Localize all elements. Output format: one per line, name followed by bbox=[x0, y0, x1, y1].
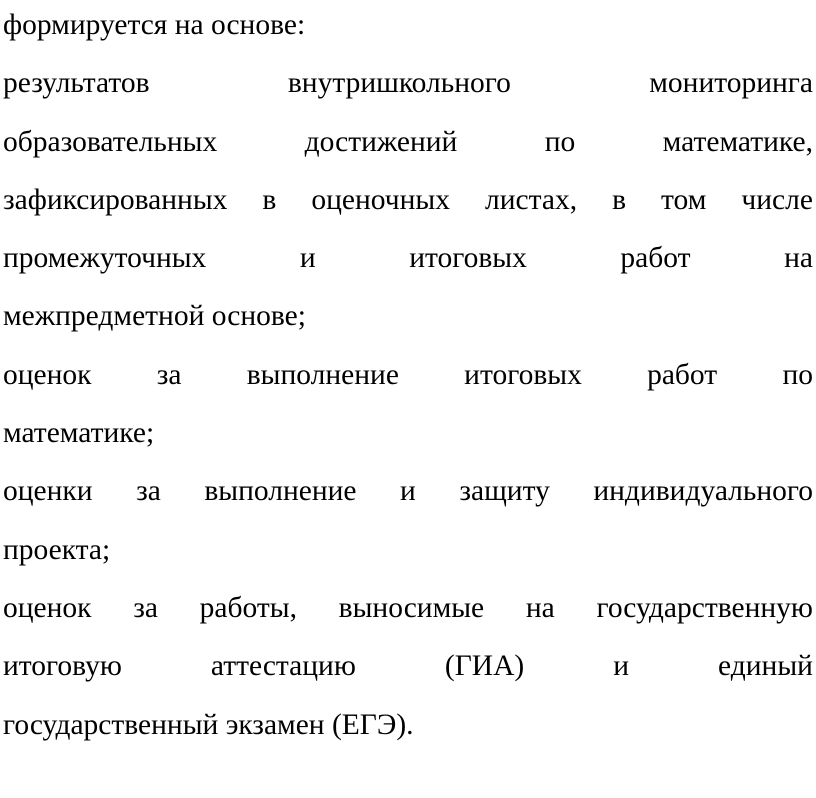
word: защиту bbox=[459, 475, 550, 508]
word: оценок bbox=[3, 591, 92, 624]
word: в bbox=[612, 183, 627, 216]
word: (ГИА) bbox=[444, 650, 525, 683]
word: работ bbox=[647, 358, 718, 391]
text-line bbox=[3, 117, 813, 175]
word: итоговых bbox=[409, 242, 527, 275]
text-line bbox=[3, 583, 813, 641]
word: выполнение bbox=[204, 475, 357, 508]
word: выносимые bbox=[338, 591, 485, 624]
word: листах, bbox=[485, 183, 578, 216]
text-line: межпредметной основе; bbox=[3, 300, 306, 333]
word: по bbox=[544, 125, 576, 158]
word: выполнение bbox=[246, 358, 399, 391]
text-line bbox=[3, 175, 813, 233]
text-line: государственный экзамен (ЕГЭ). bbox=[3, 708, 414, 741]
word: работ bbox=[620, 242, 691, 275]
word: за bbox=[136, 475, 161, 508]
text-line bbox=[3, 58, 813, 116]
text-line bbox=[3, 466, 813, 524]
word: индивидуального bbox=[593, 475, 813, 508]
word: числе bbox=[741, 183, 813, 216]
word: за bbox=[156, 358, 182, 391]
word: государственную bbox=[596, 591, 813, 624]
text-line bbox=[3, 641, 813, 699]
text-line bbox=[3, 233, 813, 291]
word: оценочных bbox=[311, 183, 450, 216]
word: оценок bbox=[3, 358, 92, 391]
word: единый bbox=[718, 650, 813, 683]
text-line bbox=[3, 350, 813, 408]
word: мониторинга bbox=[649, 67, 813, 100]
word: на bbox=[784, 242, 813, 275]
word: оценки bbox=[3, 475, 93, 508]
word: зафиксированных bbox=[3, 183, 228, 216]
word: аттестацию bbox=[210, 650, 356, 683]
text-line: проекта; bbox=[3, 533, 111, 566]
word: в bbox=[262, 183, 277, 216]
word: итоговых bbox=[464, 358, 582, 391]
word: за bbox=[133, 591, 158, 624]
word: внутришкольного bbox=[287, 67, 511, 100]
word: достижений bbox=[304, 125, 458, 158]
word: работы, bbox=[199, 591, 297, 624]
word: и bbox=[299, 242, 316, 275]
word: по bbox=[782, 358, 813, 391]
word: и bbox=[400, 475, 416, 508]
word: итоговую bbox=[3, 650, 122, 683]
document-body bbox=[3, 0, 813, 758]
word: промежуточных bbox=[3, 242, 207, 275]
word: математике, bbox=[662, 125, 813, 158]
text-line: математике; bbox=[3, 417, 155, 450]
text-line: формируется на основе: bbox=[3, 9, 306, 41]
word: том bbox=[661, 183, 707, 216]
word: образовательных bbox=[3, 125, 218, 158]
word: и bbox=[613, 650, 630, 683]
word: на bbox=[525, 591, 555, 624]
word: результатов bbox=[3, 67, 150, 100]
